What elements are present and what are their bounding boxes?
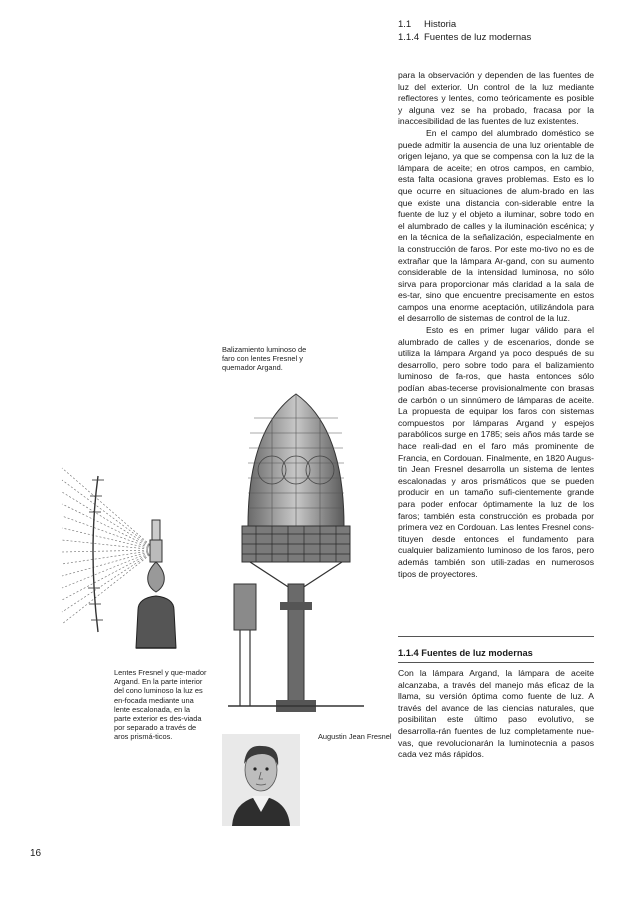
lighthouse-caption: Balizamiento luminoso de faro con lentes Fresnel y quemador Argand. [222,345,307,373]
header-section-title: Historia [424,19,457,30]
section-rule-bottom [398,662,594,663]
fresnel-lens-diagram [58,460,208,655]
header-subsection-title: Fuentes de luz modernas [424,32,532,43]
running-header [398,18,531,44]
paragraph-4: Con la lámpara Argand, la lámpara de aceite alcanzaba, a través del manejo más eficaz de la llama, su versión óptima como fuente de luz. A través del avance de las ciencias naturales, que posibilitan este último paso evolutivo, se desarrolla-rán fuentes de luz completamente nue-vas, que revolucionarán la luminotecnia a pasos cada vez más rápidos. [398,668,594,760]
paragraph-3: Esto es en primer lugar válido para el alumbrado de calles y de escenarios, donde se utiliza la lámpara Argand ya poco después de su desarrollo, pero sobre todo para el balizamiento luminoso de fa-ros, que hasta entonces sólo podían abas-tecerse provisionalmente con brasas de carbón o un sinnúmero de lámparas de aceite. La propuesta de equipar los faros con sistemas compuestos por lámparas Argand y espejos parabólicos surge en 1785; seis años más tarde se hace reali-dad en el faro más prominente de Francia, en Cordouan. Finalmente, en 1820 Augus-tin Jean Fresnel desarrolla un sistema de lentes escalonadas y aros prismáticos que se pueden producir en un tamaño sufi-cientemente grande para poder enfocar óptimamente la luz de los faros; también esta construcción es probada por primera vez en Cordouan. Las lentes Fresnel cons-tituyen desde entonces el fundamento para cualquier balizamiento luminoso de los faros, pero además también son utili-zadas en numerosos tipos de proyectores. [398,325,594,579]
header-subsection-number: 1.1.4 [398,32,420,43]
fresnel-portrait [222,734,300,826]
body-column [398,70,594,580]
section-body [398,668,594,761]
portrait-caption: Augustin Jean Fresnel [318,732,392,741]
lighthouse-lens-illustration [220,388,370,716]
paragraph-2: En el campo del alumbrado doméstico se puede admitir la ausencia de una luz orientable de origen lejano, ya que se compensa con la luz de la lámpara de aceite; en otros campos, en cambio, esta falta ocasiona graves problemas. Esto es lo que ocurre en situaciones de alum-brado en las que existe una distancia con-siderable entre la fuente de luz y el objeto a iluminar, sobre todo en el alumbrado de calles y la iluminación escénica; y en la técnica de la señalización, especialmente en la construcción de faros. Por este mo-tivo no es de extrañar que la lámpara Ar-gand, con su aumento considerable de la intensidad luminosa, no sólo sirva para proporcionar más claridad a la sala de es-tar, sino que encuentre precisamente en estos campos una enorme aceptación, utilizándola para el desarrollo de sistemas de control de la luz. [398,127,594,324]
section-heading: 1.1.4 Fuentes de luz modernas [398,648,533,658]
page-number: 16 [30,848,42,859]
section-rule-top [398,636,594,637]
header-section-number: 1.1 [398,19,412,30]
lens-diagram-caption: Lentes Fresnel y que-mador Argand. En la parte interior del cono luminoso la luz es en-focada mediante una lente escalonada, en la parte exterior es des-viada por separado a través de aros prismá-ticos. [114,668,207,742]
paragraph-1: para la observación y dependen de las fuentes de luz del exterior. Un control de la luz mediante reflectores y lentes, como teóricamente es posible y alguna vez se ha probado, fracasa por la inaccesibilidad de las fuentes de luz existentes. [398,70,594,127]
